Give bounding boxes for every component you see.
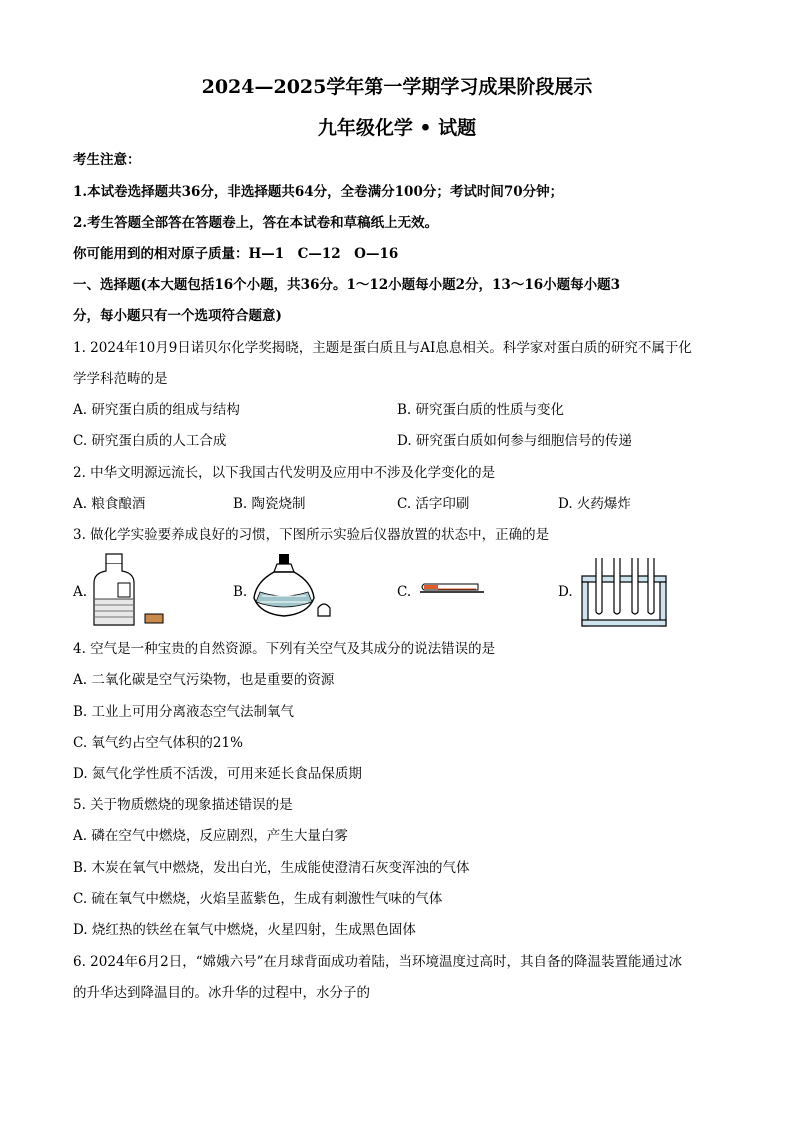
q6-stem-line-1: 6. 2024年6月2日，“嫦娥六号”在月球背面成功着陆，当环境温度过高时，其自备的降温装置能通过冰 (73, 954, 683, 970)
q3-label-b: B. (233, 584, 248, 600)
test-tube-rack-figure (578, 554, 670, 628)
q4-option-d: D. 氮气化学性质不活泼，可用来延长食品保质期 (73, 766, 362, 782)
notice-heading: 考生注意： (73, 152, 141, 168)
q4-option-c: C. 氧气约占空气体积的21% (73, 735, 243, 751)
q6-stem-line-2: 的升华达到降温目的。冰升华的过程中，水分子的 (73, 985, 370, 1001)
atomic-mass-line: 你可能用到的相对原子质量：H—1 C—12 O—16 (73, 246, 399, 262)
q5-option-d: D. 烧红热的铁丝在氧气中燃烧，火星四射，生成黑色固体 (73, 922, 416, 938)
notice-line-1: 1.本试卷选择题共36分，非选择题共64分，全卷满分100分；考试时间70分钟； (73, 184, 564, 200)
alcohol-lamp-figure (250, 552, 335, 624)
notice-line-2: 2.考生答题全部答在答题卷上，答在本试卷和草稿纸上无效。 (73, 215, 439, 231)
q4-stem: 4. 空气是一种宝贵的自然资源。下列有关空气及其成分的说法错误的是 (73, 641, 496, 657)
q5-option-c: C. 硫在氧气中燃烧，火焰呈蓝紫色，生成有刺激性气味的气体 (73, 891, 443, 907)
q2-stem: 2. 中华文明源远流长，以下我国古代发明及应用中不涉及化学变化的是 (73, 465, 496, 481)
q5-option-b: B. 木炭在氧气中燃烧，发出白光，生成能使澄清石灰变浑浊的气体 (73, 860, 470, 876)
exam-subtitle: 九年级化学 • 试题 (317, 117, 477, 139)
test-tube-figure (418, 580, 488, 596)
q1-stem-line-1: 1. 2024年10月9日诺贝尔化学奖揭晓，主题是蛋白质且与AI息息相关。科学家对蛋白质的研究不属于化 (73, 340, 692, 356)
section-heading-line-2: 分，每小题只有一个选项符合题意) (73, 308, 282, 324)
q5-stem: 5. 关于物质燃烧的现象描述错误的是 (73, 797, 293, 813)
q5-option-a: A. 磷在空气中燃烧，反应剧烈，产生大量白雾 (73, 828, 348, 844)
q2-option-c: C. 活字印刷 (397, 496, 470, 512)
q1-option-b: B. 研究蛋白质的性质与变化 (397, 402, 565, 418)
q1-option-c: C. 研究蛋白质的人工合成 (73, 433, 227, 449)
q1-stem-line-2: 学学科范畴的是 (73, 371, 168, 387)
exam-title: 2024—2025学年第一学期学习成果阶段展示 (201, 76, 593, 98)
q2-option-a: A. 粮食酿酒 (73, 496, 146, 512)
q1-option-a: A. 研究蛋白质的组成与结构 (73, 402, 240, 418)
section-heading-line-1: 一、选择题(本大题包括16个小题，共36分。1～12小题每小题2分，13～16小题每小题3 (73, 277, 620, 293)
q1-option-d: D. 研究蛋白质如何参与细胞信号的传递 (397, 433, 632, 449)
q4-option-a: A. 二氧化碳是空气污染物，也是重要的资源 (73, 672, 335, 688)
q4-option-b: B. 工业上可用分离液态空气法制氧气 (73, 704, 295, 720)
q2-option-d: D. 火药爆炸 (558, 496, 631, 512)
q3-label-a: A. (73, 584, 88, 600)
q3-label-c: C. (397, 584, 412, 600)
q2-option-b: B. 陶瓷烧制 (233, 496, 306, 512)
q3-stem: 3. 做化学实验要养成良好的习惯，下图所示实验后仪器放置的状态中，正确的是 (73, 527, 550, 543)
q3-label-d: D. (558, 584, 573, 600)
reagent-bottle-figure (88, 553, 168, 629)
